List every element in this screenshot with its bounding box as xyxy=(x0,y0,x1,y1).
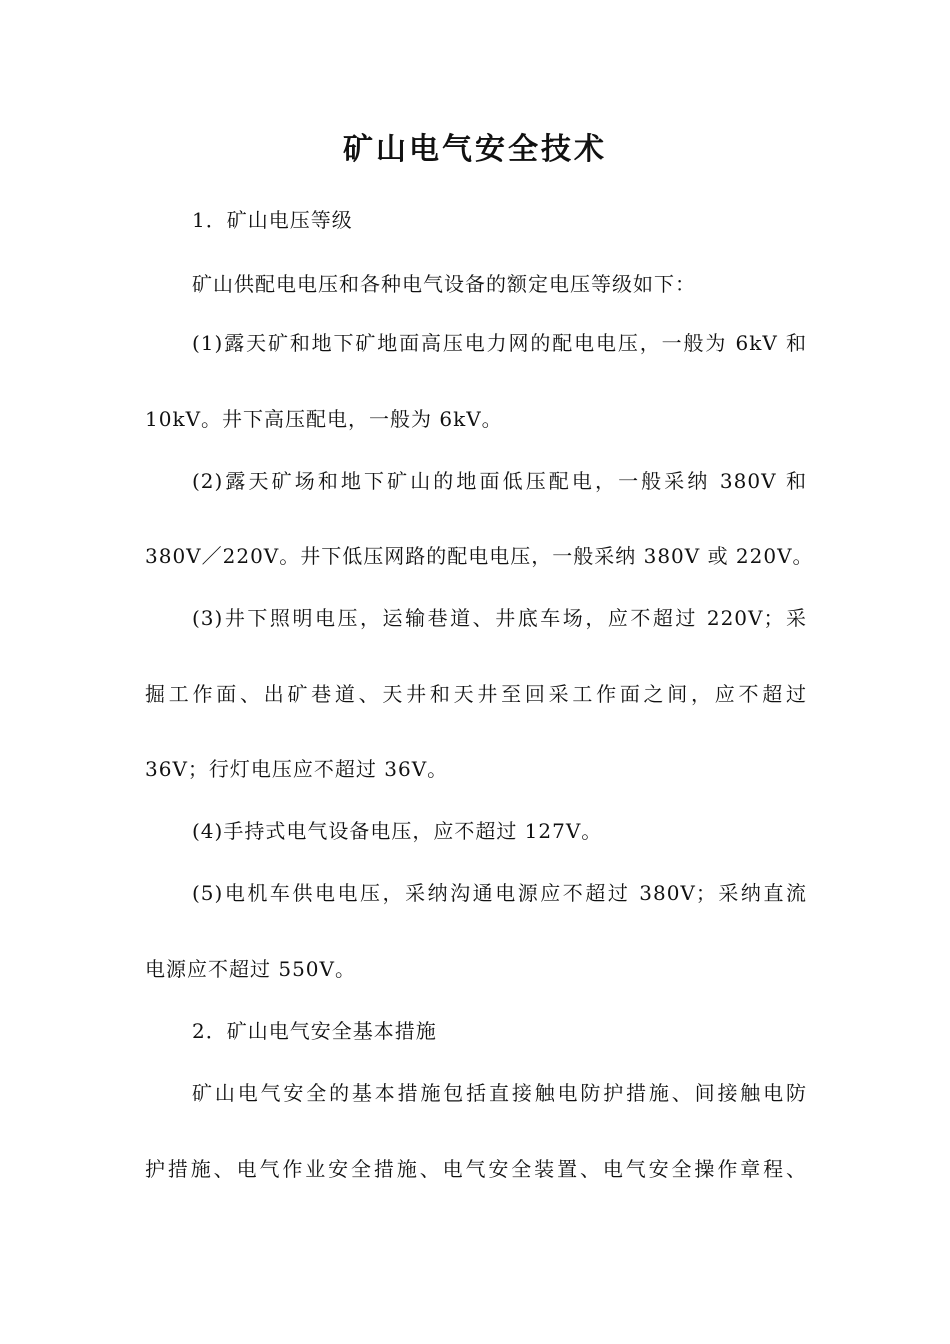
paragraph-line: 380V／220V。井下低压网路的配电电压，一般采纳 380V 或 220V。 xyxy=(145,544,814,568)
paragraph-line: 矿山电气安全的基本措施包括直接触电防护措施、间接触电防 xyxy=(192,1081,807,1105)
document-title: 矿山电气安全技术 xyxy=(343,132,607,167)
paragraph-line: 10kV。井下高压配电，一般为 6kV。 xyxy=(145,407,503,431)
section-heading-voltage-levels: 1．矿山电压等级 xyxy=(192,208,353,232)
paragraph-line: (4)手持式电气设备电压，应不超过 127V。 xyxy=(192,819,603,843)
paragraph-line: (3)井下照明电压，运输巷道、井底车场，应不超过 220V；采 xyxy=(192,606,807,630)
paragraph-line: 护措施、电气作业安全措施、电气安全装置、电气安全操作章程、 xyxy=(145,1157,807,1181)
section-heading-safety-measures: 2．矿山电气安全基本措施 xyxy=(192,1019,437,1043)
paragraph-line: (1)露天矿和地下矿地面高压电力网的配电电压，一般为 6kV 和 xyxy=(192,331,807,355)
paragraph-line: 36V；行灯电压应不超过 36V。 xyxy=(145,757,449,781)
paragraph-line: 掘工作面、出矿巷道、天井和天井至回采工作面之间，应不超过 xyxy=(145,682,807,706)
paragraph-line: (2)露天矿场和地下矿山的地面低压配电，一般采纳 380V 和 xyxy=(192,469,807,493)
paragraph-line: 电源应不超过 550V。 xyxy=(145,957,356,981)
paragraph-line: 矿山供配电电压和各种电气设备的额定电压等级如下： xyxy=(192,272,696,296)
paragraph-line: (5)电机车供电电压，采纳沟通电源应不超过 380V；采纳直流 xyxy=(192,881,807,905)
